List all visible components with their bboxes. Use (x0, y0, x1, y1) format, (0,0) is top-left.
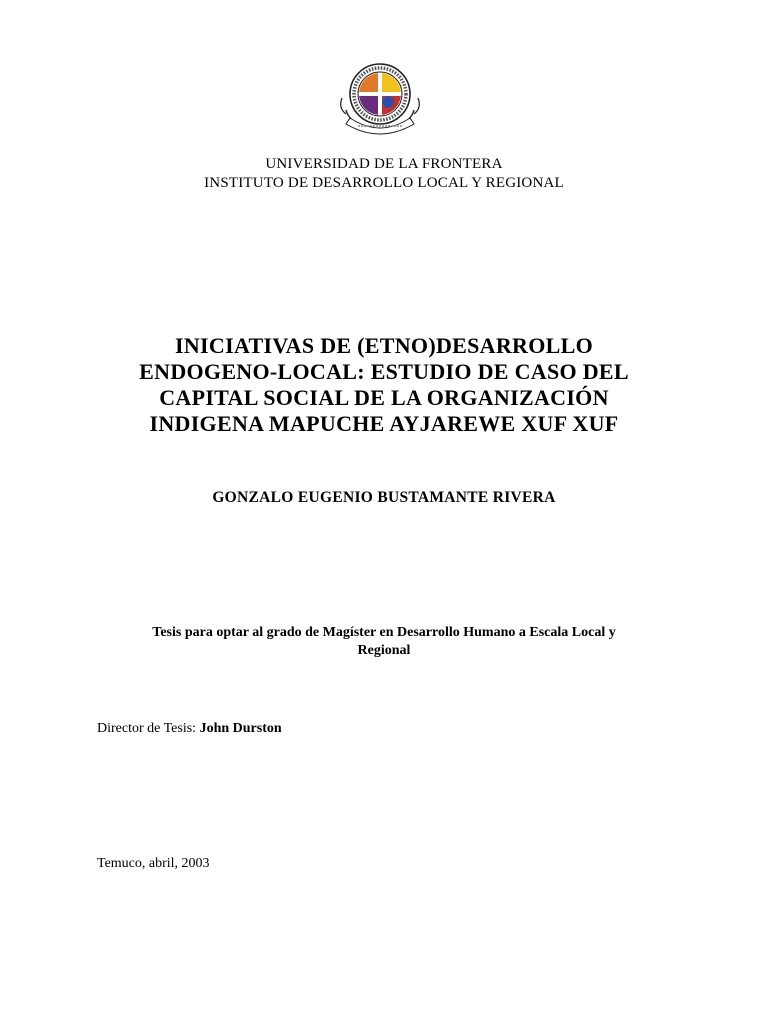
degree-statement (84, 624, 684, 660)
title-line: INDIGENA MAPUCHE AYJAREWE XUF XUF (149, 411, 619, 436)
thesis-director (97, 721, 282, 737)
director-label: Director de Tesis: (97, 721, 200, 736)
degree-statement-line: Tesis para optar al grado de Magíster en Desarrollo Humano a Escala Local y (152, 625, 616, 640)
title-line: ENDOGENO-LOCAL: ESTUDIO DE CASO DEL (139, 359, 629, 384)
thesis-title (84, 333, 684, 437)
director-name: John Durston (199, 721, 282, 736)
author-name: GONZALO EUGENIO BUSTAMANTE RIVERA (212, 489, 556, 506)
university-name: UNIVERSIDAD DE LA FRONTERA (265, 156, 503, 172)
institute-name: INSTITUTO DE DESARROLLO LOCAL Y REGIONAL (204, 175, 564, 191)
degree-statement-line: Regional (357, 643, 411, 658)
university-seal-logo (336, 58, 428, 140)
title-line: INICIATIVAS DE (ETNO)DESARROLLO (174, 333, 594, 358)
title-line: CAPITAL SOCIAL DE LA ORGANIZACIÓN (159, 385, 609, 410)
place-and-date: Temuco, abril, 2003 (97, 856, 210, 871)
